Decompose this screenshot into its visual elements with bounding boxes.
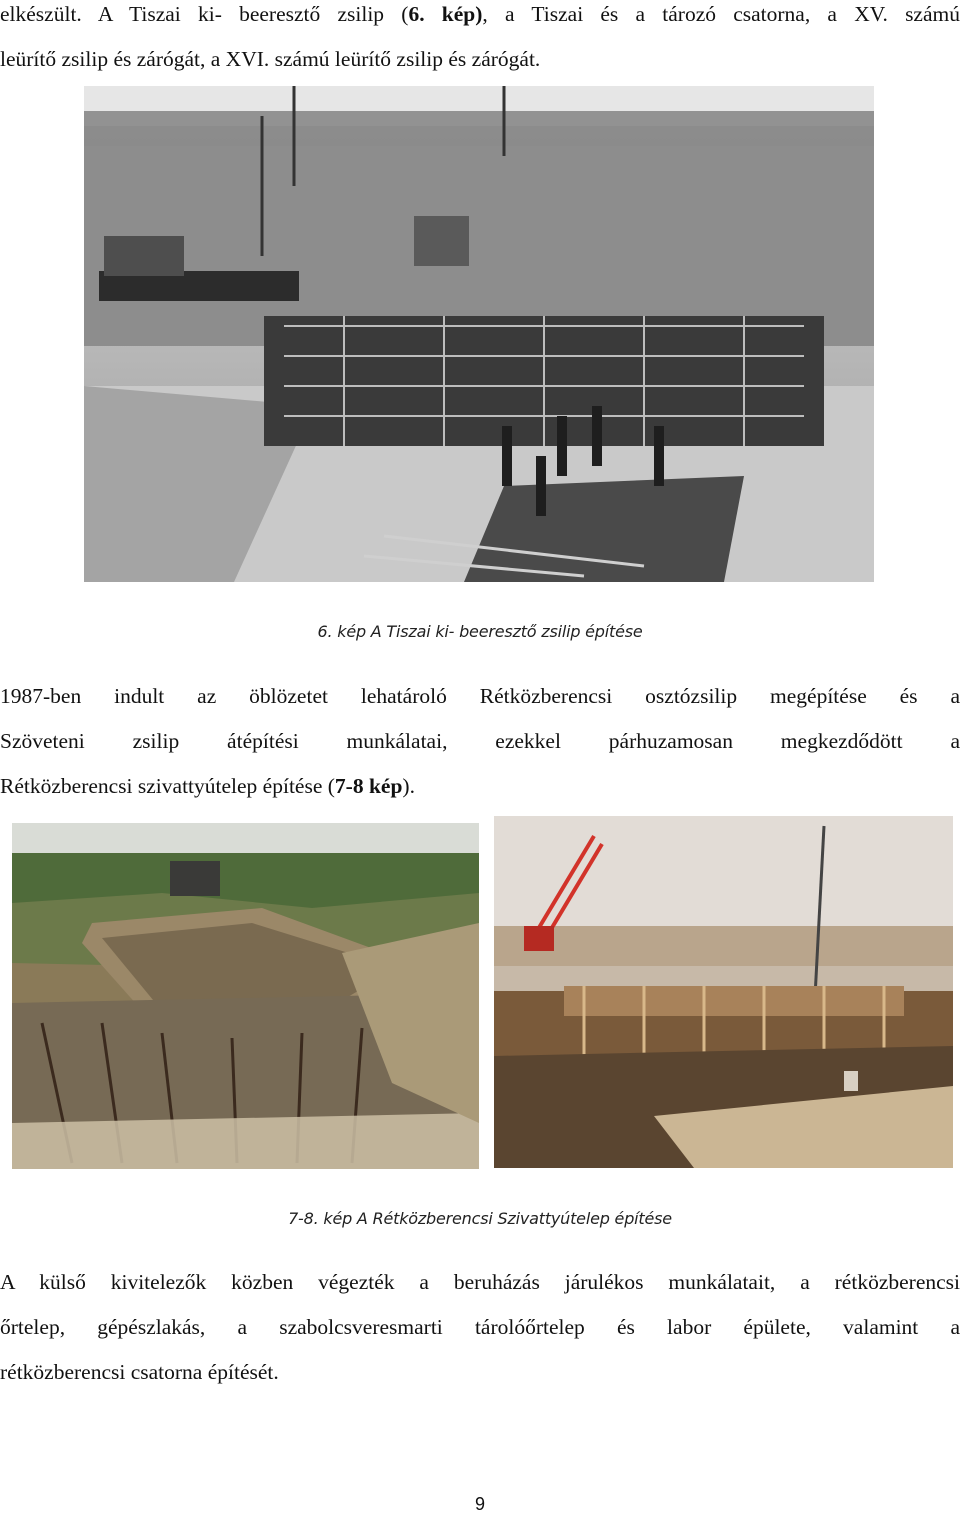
paragraph-2-line-3: Rétközberencsi szivattyútelep építése (7-8 kép). xyxy=(0,774,415,798)
paragraph-2-line-2: Szöveteni zsilip átépítési munkálatai, ezekkel párhuzamosan megkezdődött a xyxy=(0,729,960,753)
intro-line-2: leürítő zsilip és zárógát, a XVI. számú leürítő zsilip és zárógát. xyxy=(0,47,541,71)
figure-6-caption: 6. kép A Tiszai ki- beeresztő zsilip építése xyxy=(317,622,643,641)
paragraph-2 xyxy=(0,684,960,799)
page-number: 9 xyxy=(474,1494,485,1514)
paragraph-3 xyxy=(0,1270,960,1385)
paragraph-3-line-2: őrtelep, gépészlakás, a szabolcsveresmarti tárolóőrtelep és labor épülete, valamint a xyxy=(0,1315,960,1339)
paragraph-3-line-1: A külső kivitelezők közben végezték a beruházás járulékos munkálatait, a rétközberencsi xyxy=(0,1270,960,1294)
figure-8-photo xyxy=(494,816,953,1168)
figure-7-8-caption: 7-8. kép A Rétközberencsi Szivattyútelep építése xyxy=(288,1209,672,1228)
intro-paragraph xyxy=(0,2,960,72)
paragraph-2-line-1: 1987-ben indult az öblözetet lehatároló Rétközberencsi osztózsilip megépítése és a xyxy=(0,684,960,708)
paragraph-3-line-3: rétközberencsi csatorna építését. xyxy=(0,1360,279,1384)
intro-line-1: elkészült. A Tiszai ki- beeresztő zsilip (6. kép), a Tiszai és a tározó csatorna, a XV. számú xyxy=(0,2,960,26)
figure-6-photo xyxy=(84,86,874,582)
figure-7-photo xyxy=(12,823,479,1169)
